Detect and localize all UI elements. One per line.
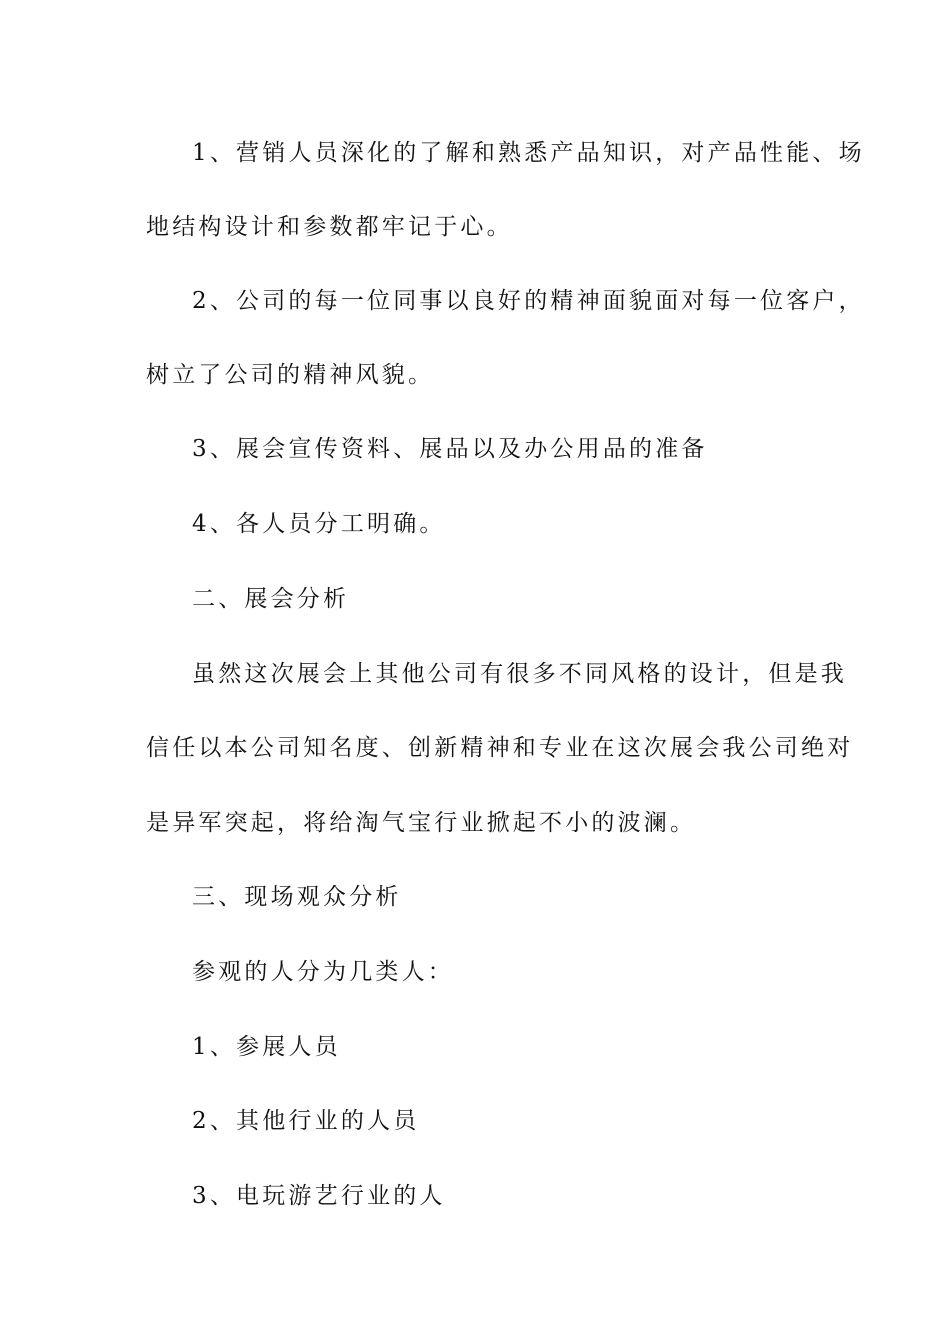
list-item: 3、电玩游艺行业的人 xyxy=(192,1183,446,1209)
paragraph-line: 1、营销人员深化的了解和熟悉产品知识，对产品性能、场 xyxy=(192,140,865,166)
paragraph-line: 2、公司的每一位同事以良好的精神面貌面对每一位客户， xyxy=(192,288,865,314)
paragraph-line: 3、展会宣传资料、展品以及办公用品的准备 xyxy=(192,436,708,462)
paragraph-line: 树立了公司的精神风貌。 xyxy=(146,362,435,388)
section-heading: 二、展会分析 xyxy=(192,586,350,612)
paragraph-line: 是异军突起，将给淘气宝行业掀起不小的波澜。 xyxy=(146,810,697,836)
paragraph-line: 虽然这次展会上其他公司有很多不同风格的设计，但是我 xyxy=(192,661,847,687)
list-item: 1、参展人员 xyxy=(192,1034,341,1060)
section-heading: 三、现场观众分析 xyxy=(192,884,402,910)
paragraph-line: 参观的人分为几类人： xyxy=(192,959,454,985)
list-item: 2、其他行业的人员 xyxy=(192,1108,420,1134)
paragraph-line: 信任以本公司知名度、创新精神和专业在这次展会我公司绝对 xyxy=(146,735,854,761)
paragraph-line: 地结构设计和参数都牢记于心。 xyxy=(146,214,513,240)
paragraph-line: 4、各人员分工明确。 xyxy=(192,511,446,537)
